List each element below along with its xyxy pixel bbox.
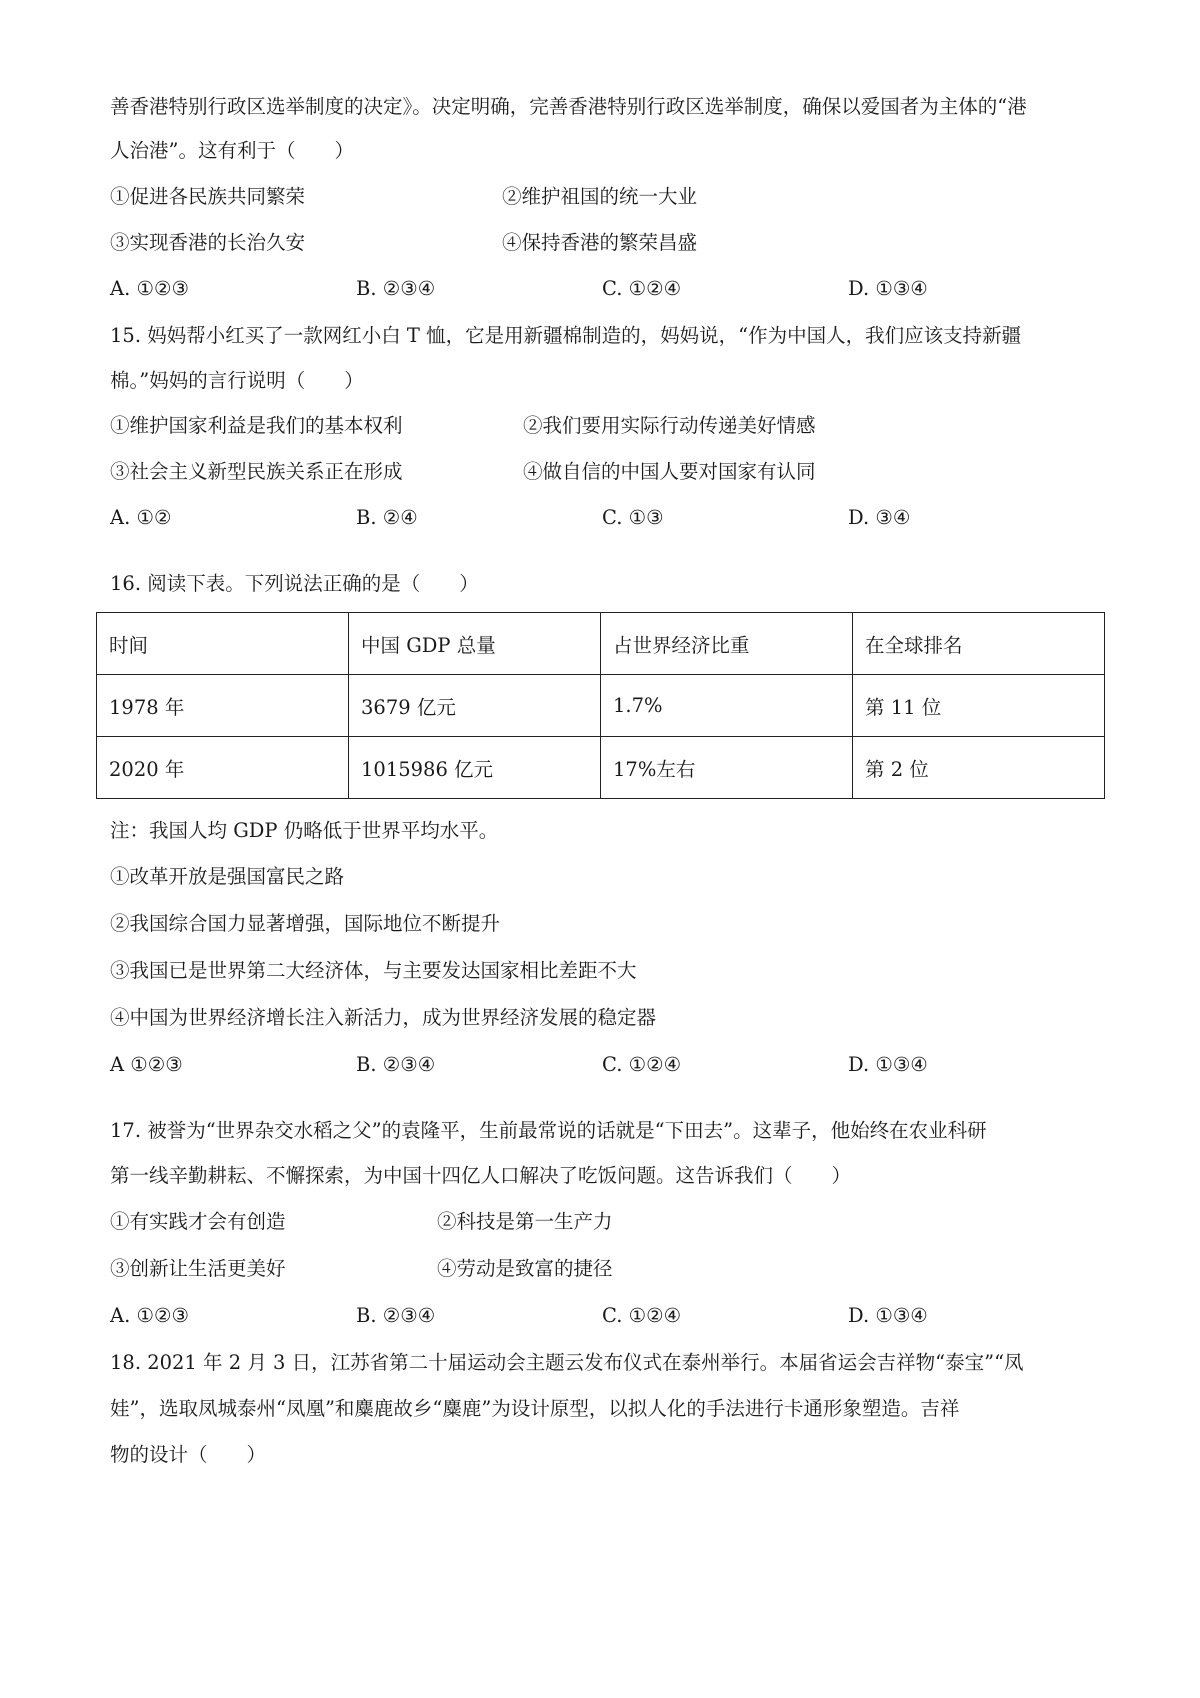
table-cell: 3679 亿元 [349,675,601,737]
table-cell: 17%左右 [601,737,853,799]
q15-stem-line-1: 15. 妈妈帮小红买了一款网红小白 T 恤，它是用新疆棉制造的，妈妈说，“作为中国人，我们应该支持新疆 [110,324,1022,347]
q15-choice-a: A. ①② [110,506,172,529]
q14-choice-d: D. ①③④ [848,277,928,300]
q16-choice-c: C. ①②④ [602,1053,682,1076]
table-header-row [97,613,1105,675]
table-header-cell: 时间 [97,613,349,675]
q14-choice-a: A. ①②③ [110,277,189,300]
q18-stem-line-1: 18. 2021 年 2 月 3 日，江苏省第二十届运动会主题云发布仪式在泰州举行。本届省运会吉祥物“泰宝”“凤 [110,1351,1024,1374]
q14-stem-line-1: 善香港特别行政区选举制度的决定》。决定明确，完善香港特别行政区选举制度，确保以爱国者为主体的“港 [110,95,1027,118]
table-cell: 第 11 位 [853,675,1105,737]
table-cell: 1978 年 [97,675,349,737]
table-header-cell: 在全球排名 [853,613,1105,675]
q15-choice-c: C. ①③ [602,506,664,529]
q16-choice-b: B. ②③④ [356,1053,436,1076]
q14-item-2: ②维护祖国的统一大业 [502,185,698,208]
q16-item-1: ①改革开放是强国富民之路 [110,865,345,888]
q14-item-1: ①促进各民族共同繁荣 [110,185,306,208]
q17-item-2: ②科技是第一生产力 [437,1210,613,1233]
q14-stem-line-2: 人治港”。这有利于（ ） [110,139,354,162]
q16-item-4: ④中国为世界经济增长注入新活力，成为世界经济发展的稳定器 [110,1006,657,1029]
q14-item-3: ③实现香港的长治久安 [110,231,306,254]
table-header-cell: 占世界经济比重 [601,613,853,675]
q14-choice-b: B. ②③④ [356,277,436,300]
table-cell: 1.7% [601,675,853,737]
table-cell: 2020 年 [97,737,349,799]
q14-item-4: ④保持香港的繁荣昌盛 [502,231,698,254]
q16-choice-a: A ①②③ [110,1053,183,1076]
q16-item-2: ②我国综合国力显著增强，国际地位不断提升 [110,912,501,935]
table-header-cell: 中国 GDP 总量 [349,613,601,675]
gdp-table [96,612,1105,799]
q17-stem-line-1: 17. 被誉为“世界杂交水稻之父”的袁隆平，生前最常说的话就是“下田去”。这辈子，他始终在农业科研 [110,1119,987,1142]
table-row [97,675,1105,737]
q18-stem-line-3: 物的设计（ ） [110,1443,267,1466]
q17-choice-c: C. ①②④ [602,1304,682,1327]
q16-stem: 16. 阅读下表。下列说法正确的是（ ） [110,572,479,595]
q16-note: 注：我国人均 GDP 仍略低于世界平均水平。 [110,819,499,842]
q17-choice-b: B. ②③④ [356,1304,436,1327]
q17-item-1: ①有实践才会有创造 [110,1210,286,1233]
table-row [97,737,1105,799]
q15-choice-b: B. ②④ [356,506,418,529]
q16-item-3: ③我国已是世界第二大经济体，与主要发达国家相比差距不大 [110,959,637,982]
q17-item-4: ④劳动是致富的捷径 [437,1257,613,1280]
q15-item-3: ③社会主义新型民族关系正在形成 [110,460,403,483]
q15-choice-d: D. ③④ [848,506,911,529]
q15-stem-line-2: 棉。”妈妈的言行说明（ ） [110,369,364,392]
q15-item-2: ②我们要用实际行动传递美好情感 [523,414,816,437]
q17-choice-d: D. ①③④ [848,1304,928,1327]
q17-stem-line-2: 第一线辛勤耕耘、不懈探索，为中国十四亿人口解决了吃饭问题。这告诉我们（ ） [110,1164,852,1187]
table-cell: 第 2 位 [853,737,1105,799]
table-cell: 1015986 亿元 [349,737,601,799]
q16-choice-d: D. ①③④ [848,1053,928,1076]
q17-choice-a: A. ①②③ [110,1304,189,1327]
q15-item-4: ④做自信的中国人要对国家有认同 [523,460,816,483]
q14-choice-c: C. ①②④ [602,277,682,300]
q17-item-3: ③创新让生活更美好 [110,1257,286,1280]
q18-stem-line-2: 娃”，选取凤城泰州“凤凰”和麋鹿故乡“麋鹿”为设计原型，以拟人化的手法进行卡通形象塑造。吉祥 [110,1397,960,1420]
q15-item-1: ①维护国家利益是我们的基本权利 [110,414,403,437]
